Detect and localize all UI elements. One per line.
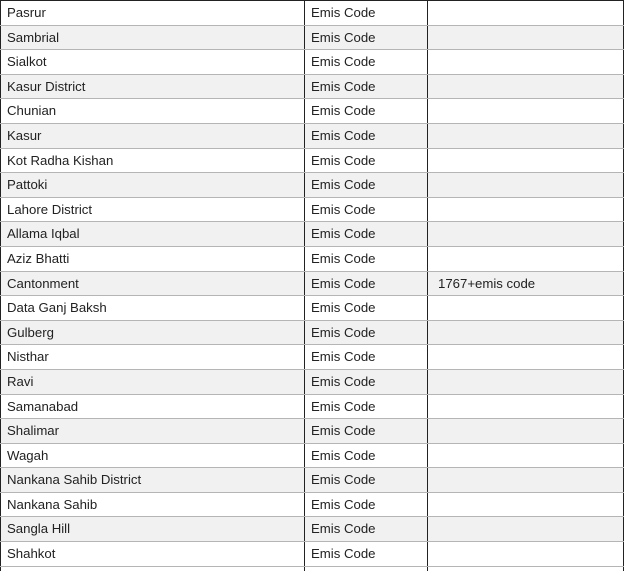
code-type-cell: Emis Code	[304, 296, 427, 320]
code-type-cell: Emis Code	[304, 321, 427, 345]
code-value-cell[interactable]	[427, 198, 624, 222]
code-value-cell[interactable]	[427, 50, 624, 74]
table-row	[0, 173, 624, 198]
code-type-cell: Emis Code	[304, 222, 427, 246]
table-row	[0, 296, 624, 321]
code-type-cell: Emis Code	[304, 1, 427, 25]
district-name-cell: Pattoki	[0, 173, 304, 197]
table-row	[0, 1, 624, 26]
table-row	[0, 370, 624, 395]
district-name-cell: Shahkot	[0, 542, 304, 566]
code-type-cell: Emis Code	[304, 75, 427, 99]
district-name-cell: Sangla Hill	[0, 517, 304, 541]
table-row	[0, 517, 624, 542]
code-value-cell[interactable]: 1767+emis code	[427, 272, 624, 296]
table-row	[0, 222, 624, 247]
district-name-cell: Kasur	[0, 124, 304, 148]
code-type-cell: Emis Code	[304, 517, 427, 541]
code-value-cell[interactable]	[427, 149, 624, 173]
code-type-cell: Emis Code	[304, 198, 427, 222]
code-value-cell[interactable]	[427, 419, 624, 443]
district-name-cell: Nankana Sahib	[0, 493, 304, 517]
code-type-cell: Emis Code	[304, 26, 427, 50]
table-row	[0, 50, 624, 75]
district-name-cell: Gulberg	[0, 321, 304, 345]
table-cell-edge	[0, 567, 304, 571]
table-row	[0, 198, 624, 223]
district-name-cell: Aziz Bhatti	[0, 247, 304, 271]
district-name-cell: Kasur District	[0, 75, 304, 99]
table-row	[0, 419, 624, 444]
code-value-cell[interactable]	[427, 444, 624, 468]
code-type-cell: Emis Code	[304, 395, 427, 419]
district-name-cell: Kot Radha Kishan	[0, 149, 304, 173]
table-row-partial	[0, 567, 624, 571]
district-name-cell: Pasrur	[0, 1, 304, 25]
district-name-cell: Sialkot	[0, 50, 304, 74]
table-cell-edge	[304, 567, 427, 571]
table-row	[0, 149, 624, 174]
district-name-cell: Ravi	[0, 370, 304, 394]
district-name-cell: Nankana Sahib District	[0, 468, 304, 492]
code-type-cell: Emis Code	[304, 345, 427, 369]
code-type-cell: Emis Code	[304, 542, 427, 566]
code-value-cell[interactable]	[427, 1, 624, 25]
district-name-cell: Cantonment	[0, 272, 304, 296]
table-row	[0, 99, 624, 124]
district-name-cell: Nisthar	[0, 345, 304, 369]
table-row	[0, 468, 624, 493]
code-type-cell: Emis Code	[304, 99, 427, 123]
code-type-cell: Emis Code	[304, 493, 427, 517]
table-row	[0, 272, 624, 297]
code-value-cell[interactable]	[427, 222, 624, 246]
district-name-cell: Allama Iqbal	[0, 222, 304, 246]
code-type-cell: Emis Code	[304, 444, 427, 468]
code-value-cell[interactable]	[427, 395, 624, 419]
district-name-cell: Lahore District	[0, 198, 304, 222]
table-row	[0, 26, 624, 51]
code-value-cell[interactable]	[427, 124, 624, 148]
table-row	[0, 444, 624, 469]
district-name-cell: Chunian	[0, 99, 304, 123]
table-row	[0, 493, 624, 518]
district-name-cell: Wagah	[0, 444, 304, 468]
code-value-cell[interactable]	[427, 321, 624, 345]
code-type-cell: Emis Code	[304, 272, 427, 296]
table-row	[0, 345, 624, 370]
table-row	[0, 75, 624, 100]
code-type-cell: Emis Code	[304, 370, 427, 394]
code-type-cell: Emis Code	[304, 173, 427, 197]
table-cell-edge	[427, 567, 624, 571]
code-value-cell[interactable]	[427, 345, 624, 369]
code-value-cell[interactable]	[427, 173, 624, 197]
code-type-cell: Emis Code	[304, 149, 427, 173]
district-name-cell: Samanabad	[0, 395, 304, 419]
code-value-cell[interactable]	[427, 247, 624, 271]
code-type-cell: Emis Code	[304, 419, 427, 443]
table-row	[0, 542, 624, 567]
code-type-cell: Emis Code	[304, 50, 427, 74]
district-name-cell: Shalimar	[0, 419, 304, 443]
code-value-cell[interactable]	[427, 26, 624, 50]
code-value-cell[interactable]	[427, 493, 624, 517]
code-value-cell[interactable]	[427, 468, 624, 492]
district-name-cell: Data Ganj Baksh	[0, 296, 304, 320]
code-type-cell: Emis Code	[304, 247, 427, 271]
district-name-cell: Sambrial	[0, 26, 304, 50]
code-value-cell[interactable]	[427, 75, 624, 99]
code-value-cell[interactable]	[427, 517, 624, 541]
code-value-cell[interactable]	[427, 99, 624, 123]
code-value-cell[interactable]	[427, 542, 624, 566]
table-row	[0, 321, 624, 346]
table-row	[0, 124, 624, 149]
code-value-cell[interactable]	[427, 296, 624, 320]
code-type-cell: Emis Code	[304, 124, 427, 148]
code-value-cell[interactable]	[427, 370, 624, 394]
table-row	[0, 395, 624, 420]
table-row	[0, 247, 624, 272]
code-type-cell: Emis Code	[304, 468, 427, 492]
